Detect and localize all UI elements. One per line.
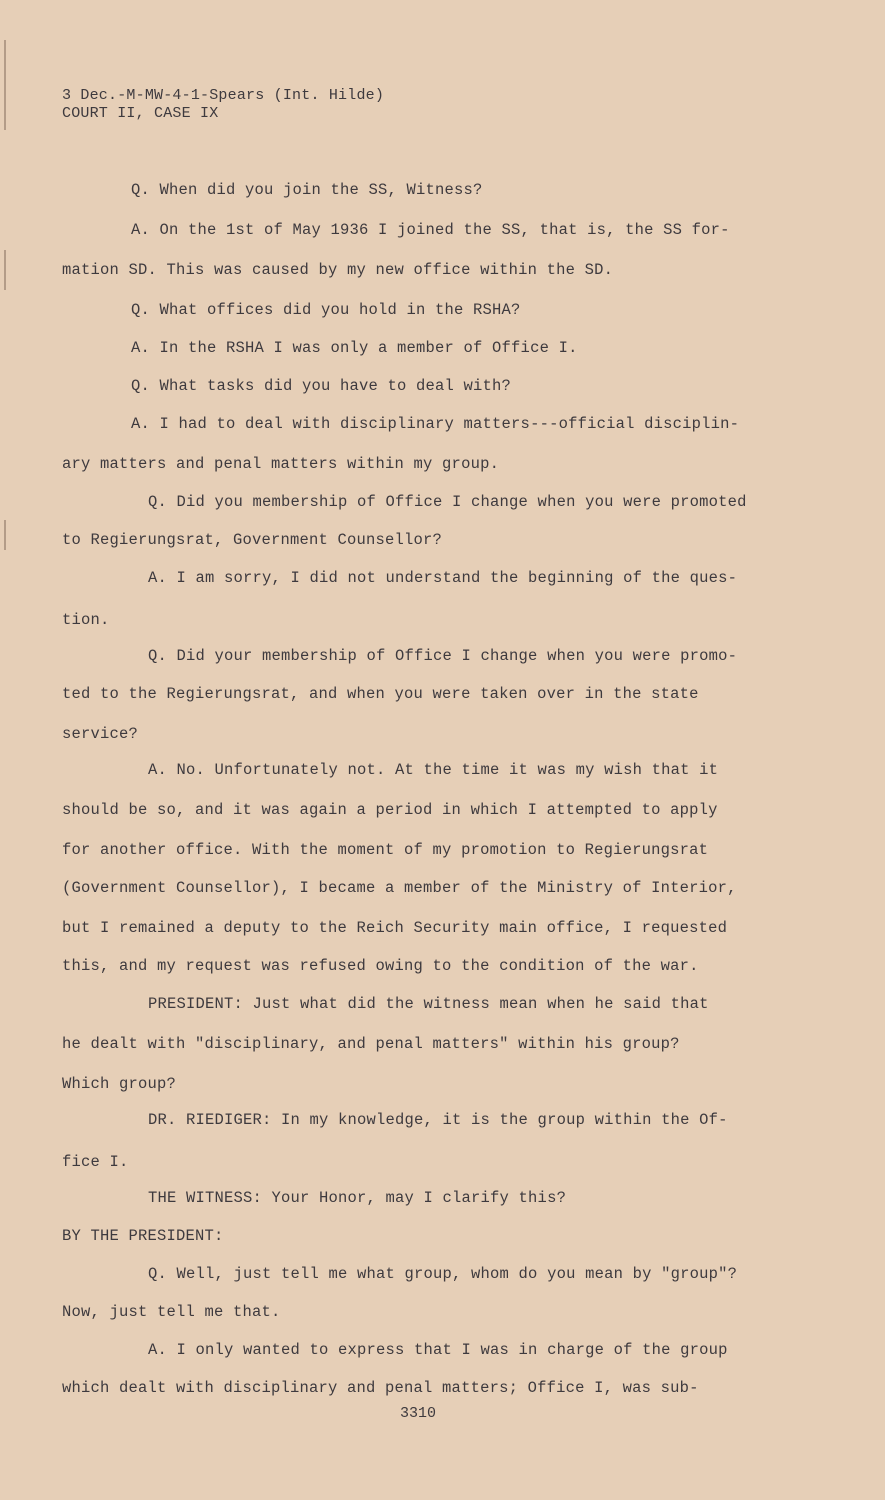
page-edge-mark [4, 40, 6, 130]
body-line: should be so, and it was again a period in which I attempted to apply [62, 801, 718, 819]
body-line: PRESIDENT: Just what did the witness mean when he said that [148, 995, 709, 1013]
body-line: Now, just tell me that. [62, 1303, 281, 1321]
page-edge-mark [4, 250, 6, 290]
body-line: A. I only wanted to express that I was in charge of the group [148, 1341, 728, 1359]
page-edge-mark [4, 520, 6, 550]
body-line: to Regierungsrat, Government Counsellor? [62, 531, 443, 549]
body-line: DR. RIEDIGER: In my knowledge, it is the group within the Of- [148, 1111, 728, 1129]
body-line: A. I am sorry, I did not understand the beginning of the ques- [148, 569, 738, 587]
body-line: this, and my request was refused owing to the condition of the war. [62, 957, 699, 975]
body-line: for another office. With the moment of my promotion to Regierungsrat [62, 841, 709, 859]
body-line: THE WITNESS: Your Honor, may I clarify this? [148, 1189, 567, 1207]
body-line: service? [62, 725, 139, 743]
body-line: but I remained a deputy to the Reich Security main office, I requested [62, 919, 728, 937]
body-line: tion. [62, 611, 110, 629]
body-line: Q. Did your membership of Office I change when you were promo- [148, 647, 738, 665]
header-line-2: COURT II, CASE IX [62, 105, 219, 122]
body-line: Which group? [62, 1075, 177, 1093]
body-line: mation SD. This was caused by my new office within the SD. [62, 261, 614, 279]
body-line: Q. What offices did you hold in the RSHA? [131, 301, 521, 319]
body-line: Q. Well, just tell me what group, whom do you mean by "group"? [148, 1265, 738, 1283]
page-number: 3310 [400, 1405, 437, 1422]
body-line: BY THE PRESIDENT: [62, 1227, 224, 1245]
body-line: which dealt with disciplinary and penal matters; Office I, was sub- [62, 1379, 699, 1397]
body-line: he dealt with "disciplinary, and penal matters" within his group? [62, 1035, 680, 1053]
body-line: A. No. Unfortunately not. At the time it was my wish that it [148, 761, 719, 779]
body-line: Q. Did you membership of Office I change when you were promoted [148, 493, 747, 511]
body-line: Q. When did you join the SS, Witness? [131, 181, 483, 199]
body-line: A. On the 1st of May 1936 I joined the SS, that is, the SS for- [131, 221, 730, 239]
body-line: ary matters and penal matters within my group. [62, 455, 500, 473]
body-line: A. In the RSHA I was only a member of Office I. [131, 339, 578, 357]
body-line: fice I. [62, 1153, 129, 1171]
body-line: (Government Counsellor), I became a member of the Ministry of Interior, [62, 879, 737, 897]
body-line: A. I had to deal with disciplinary matters---official disciplin- [131, 415, 740, 433]
header-line-1: 3 Dec.-M-MW-4-1-Spears (Int. Hilde) [62, 87, 385, 104]
body-line: Q. What tasks did you have to deal with? [131, 377, 512, 395]
body-line: ted to the Regierungsrat, and when you were taken over in the state [62, 685, 699, 703]
